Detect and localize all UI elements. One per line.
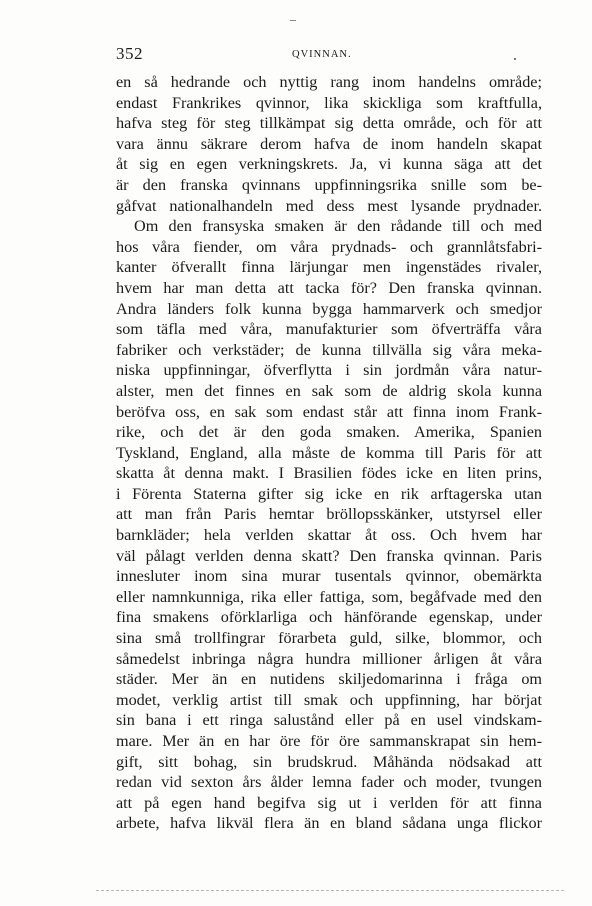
text-line: hafva steg för steg tillkämpat sig detta område, och för att (116, 114, 542, 133)
text-line: endast Frankrikes qvinnor, lika skickliga som kraftfulla, (116, 93, 542, 112)
text-line: kanter öfverallt finna lärjungar men ingenstädes rivaler, (116, 258, 542, 277)
text-line: fina smakens oförklarliga och hänförande egenskap, under (116, 608, 542, 627)
text-line: såmedelst inbringa några hundra millioner årligen åt våra (116, 649, 542, 668)
text-line: redan vid sexton års ålder lemna fader och moder, tvungen (116, 773, 542, 792)
text-line: som täfla med våra, manufakturier som öfverträffa våra (116, 320, 542, 339)
text-line: alster, men det finnes en sak som de aldrig skola kunna (116, 381, 542, 400)
text-line: hvem har man detta att tacka för? Den franska qvinnan. (116, 278, 542, 297)
text-line: sin bana i ett ringa salustånd eller på en usel vindskam- (116, 711, 542, 730)
print-mark (290, 20, 296, 21)
text-line: niska uppfinningar, öfverflytta i sin jordmån våra natur- (116, 361, 542, 380)
page-number: 352 (116, 44, 143, 63)
text-line: innesluter inom sina murar tusentals qvinnor, obemärkta (116, 567, 542, 586)
text-line: Tyskland, England, alla måste de komma till Paris för att (116, 443, 542, 462)
text-line: att man från Paris hemtar bröllopsskänker, utstyrsel eller (116, 505, 542, 524)
running-title: QVINNAN. (292, 49, 352, 60)
text-line: Om den fransyska smaken är den rådande till och med (134, 217, 542, 236)
text-line: eller namnkunniga, rika eller fattiga, som, begåfvade med den (116, 587, 542, 606)
text-line: gift, sitt bohag, sin brudskrud. Måhända nödsakad att (116, 752, 542, 771)
body-text (116, 72, 542, 834)
text-line: arbete, hafva likväl flera än en bland sådana unga flickor (116, 814, 542, 833)
text-line: fabriker och verkstäder; de kunna tillvälla sig våra meka- (116, 340, 542, 359)
print-speck (514, 58, 516, 60)
text-line: att på egen hand begifva sig ut i verlden för att finna (116, 793, 542, 812)
text-line: städer. Mer än en nutidens skiljedomarinna i fråga om (116, 670, 542, 689)
text-line: vara ännu säkrare derom hafva de inom handeln skapat (116, 134, 542, 153)
text-line: är den franska qvinnans uppfinningsrika snille som be- (116, 175, 542, 194)
page-header (116, 44, 540, 66)
text-line: sina små trollfingrar förarbeta guld, silke, blommor, och (116, 629, 542, 648)
text-line: en så hedrande och nyttig rang inom handelns område; (116, 73, 542, 91)
text-line: i Förenta Staterna gifter sig icke en rik arftagerska utan (116, 484, 542, 503)
text-line: Andra länders folk kunna bygga hammarverk och smedjor (116, 299, 542, 318)
text-line: modet, verklig artist till smak och uppfinning, har börjat (116, 690, 542, 709)
text-line: skatta åt denna makt. I Brasilien födes icke en liten prins, (116, 464, 542, 483)
text-line: väl pålagt verlden denna skatt? Den franska qvinnan. Paris (116, 546, 542, 565)
text-line: rike, och det är den goda smaken. Amerika, Spanien (116, 423, 542, 442)
text-line: mare. Mer än en har öre för öre sammanskrapat sin hem- (116, 732, 542, 750)
text-line: gåfvat nationalhandeln med dess mest lysande prydnader. (116, 196, 542, 215)
text-line: beröfva oss, en sak som endast står att finna inom Frank- (116, 402, 542, 421)
text-line: åt sig en egen verkningskrets. Ja, vi kunna säga att det (116, 155, 542, 174)
bottom-edge-rule (96, 890, 566, 891)
text-line: barnkläder; hela verlden skattar åt oss. Och hvem har (116, 526, 542, 545)
text-line: hos våra fiender, om våra prydnads- och grannlåtsfabri- (116, 237, 542, 256)
